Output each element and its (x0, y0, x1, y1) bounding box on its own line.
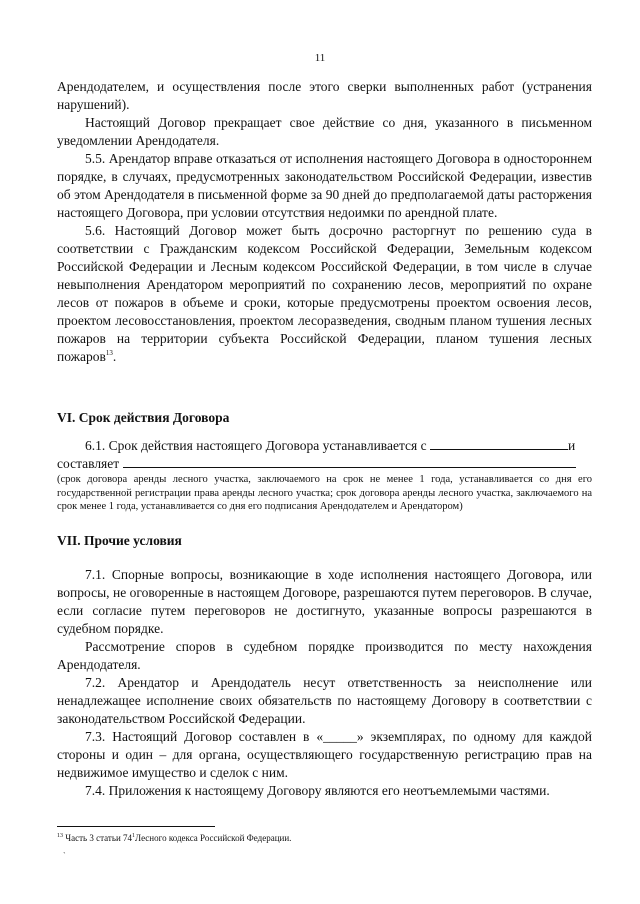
footnote-number: 13 (57, 833, 63, 839)
copies-count-blank: _____ (323, 728, 357, 744)
clause-7-3 (57, 728, 592, 782)
section-7-title: VII. Прочие условия (57, 532, 182, 548)
clause-7-2: 7.2. Арендатор и Арендодатель несут ответственность за неисполнение или ненадлежащее исполнение своих обязательств по настоящему Договору в соответствии с законодательством Российской Федерации. (57, 674, 592, 726)
footnote-text-start: Часть 3 статьи 74 (65, 833, 133, 843)
clause-7-4: 7.4. Приложения к настоящему Договору являются его неотъемлемыми частями. (85, 782, 550, 798)
term-duration-blank (123, 455, 576, 468)
clause-5-6 (57, 222, 592, 366)
clause-6-1-cont (57, 455, 592, 473)
footnote-reference: 13 (105, 349, 113, 357)
start-date-blank (430, 437, 568, 450)
section-6-title: VI. Срок действия Договора (57, 410, 230, 425)
scan-speck: ` (63, 851, 66, 860)
footnote (57, 832, 291, 844)
page-number: 11 (314, 52, 326, 64)
clause-5-6-end: . (112, 349, 117, 364)
clause-6-1-and: и (568, 438, 576, 453)
paragraph-continuation: Арендодателем, и осуществления после этого сверки выполненных работ (устранения нарушений). (57, 79, 592, 112)
footnote-article-sup: 1 (132, 833, 136, 839)
clause-6-1-start: 6.1. Срок действия настоящего Договора устанавливается с (85, 438, 427, 453)
clause-7-3-end: » экземплярах, по одному для каждой стороны и один – для органа, осуществляющего государственную регистрацию прав на недвижимое имущество и сделок с ним. (57, 728, 592, 780)
footnote-text-end: Лесного кодекса Российской Федерации. (135, 833, 292, 843)
clause-6-1-next: составляет (57, 456, 120, 471)
paragraph-termination-notice: Настоящий Договор прекращает свое действие со дня, указанного в письменном уведомлении Арендодателя. (57, 115, 592, 148)
term-hint: (срок договора аренды лесного участка, заключаемого на срок не менее 1 года, устанавливается со дня его государственной регистрации права аренды лесного участка; срок договора аренды лесного участка, заключаемого на срок менее 1 года, устанавливается со дня его подписания Арендодателем и Арендатором) (57, 474, 592, 512)
clause-5-5: 5.5. Арендатор вправе отказаться от исполнения настоящего Договора в одностороннем порядке, в случаях, предусмотренных законодательством Российской Федерации, известив об этом Арендодателя в письменной форме за 90 дней до предполагаемой даты расторжения настоящего Договора, при условии отсутствия недоимки по арендной плате. (57, 151, 592, 220)
clause-6-1 (57, 437, 592, 455)
clause-7-1-disputes: Рассмотрение споров в судебном порядке производится по месту нахождения Арендодателя. (57, 638, 592, 672)
clause-5-6-text: 5.6. Настоящий Договор может быть досрочно расторгнут по решению суда в соответствии с Гражданским кодексом Российской Федерации, Земельным кодексом Российской Федерации и Лесным кодексом Российской Федерации, в том числе в случае невыполнения Арендатором мероприятий по сохранению лесов, мероприятий по охране лесов от пожаров в объеме и сроки, которые предусмотрены проектом освоения лесов, проектом лесовосстановления, проектом лесоразведения, сводным планом тушения лесных пожаров на территории субъекта Российской Федерации, планом тушения лесных пожаров (57, 223, 592, 364)
document-body (57, 78, 592, 800)
clause-7-3-start: 7.3. Настоящий Договор составлен в « (85, 728, 324, 744)
footnote-divider (57, 826, 215, 827)
clause-7-1: 7.1. Спорные вопросы, возникающие в ходе исполнения настоящего Договора, или вопросы, не оговоренные в настоящем Договоре, разрешаются путем переговоров. В случае, если согласие путем переговоров не достигнуто, указанные вопросы разрешаются в судебном порядке. (57, 566, 592, 636)
